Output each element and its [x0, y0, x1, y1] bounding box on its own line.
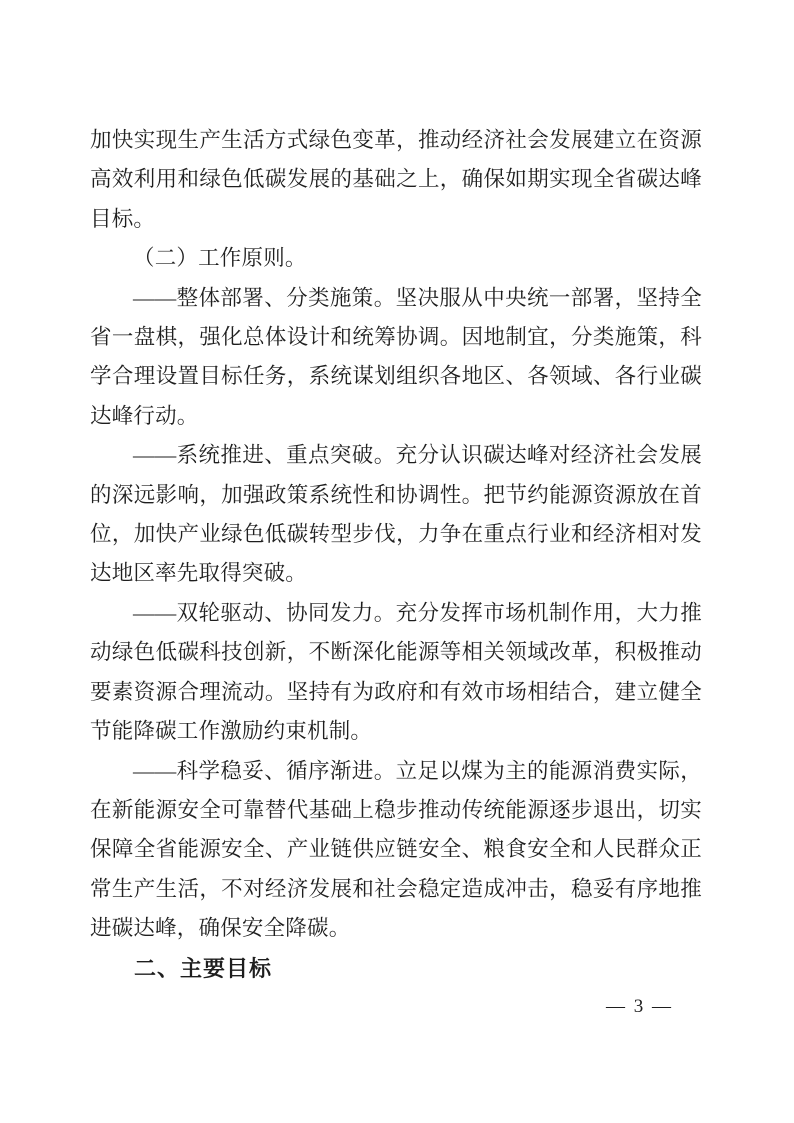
- principle-paragraph-dual-wheel-drive: ——双轮驱动、协同发力。充分发挥市场机制作用，大力推动绿色低碳科技创新，不断深化能源等相关领域改革，积极推动要素资源合理流动。坚持有为政府和有效市场相结合，建立健全节能降碳工作激励约束机制。: [90, 600, 702, 744]
- document-body: [90, 121, 702, 988]
- principle-paragraph-scientific-prudence: ——科学稳妥、循序渐进。立足以煤为主的能源消费实际，在新能源安全可靠替代基础上稳步推动传统能源逐步退出，切实保障全省能源安全、产业链供应链安全、粮食安全和人民群众正常生产生活，不对经济发展和社会稳定造成冲击，稳妥有序地推进碳达峰，确保安全降碳。: [90, 758, 702, 941]
- page-number: — 3 —: [606, 996, 673, 1017]
- principle-paragraph-overall-deployment: ——整体部署、分类施策。坚决服从中央统一部署，坚持全省一盘棋，强化总体设计和统筹协调。因地制宜，分类施策，科学合理设置目标任务，系统谋划组织各地区、各领域、各行业碳达峰行动。: [90, 285, 702, 428]
- section-heading-main-goals: 二、主要目标: [134, 955, 273, 981]
- paragraph-continuation: 加快实现生产生活方式绿色变革，推动经济社会发展建立在资源高效利用和绿色低碳发展的基础之上，确保如期实现全省碳达峰目标。: [90, 128, 702, 231]
- subsection-heading-work-principles: （二）工作原则。: [133, 246, 307, 271]
- principle-paragraph-systematic-advance: ——系统推进、重点突破。充分认识碳达峰对经济社会发展的深远影响，加强政策系统性和协调性。把节约能源资源放在首位，加快产业绿色低碳转型步伐，力争在重点行业和经济相对发达地区率先取得突破。: [90, 443, 702, 586]
